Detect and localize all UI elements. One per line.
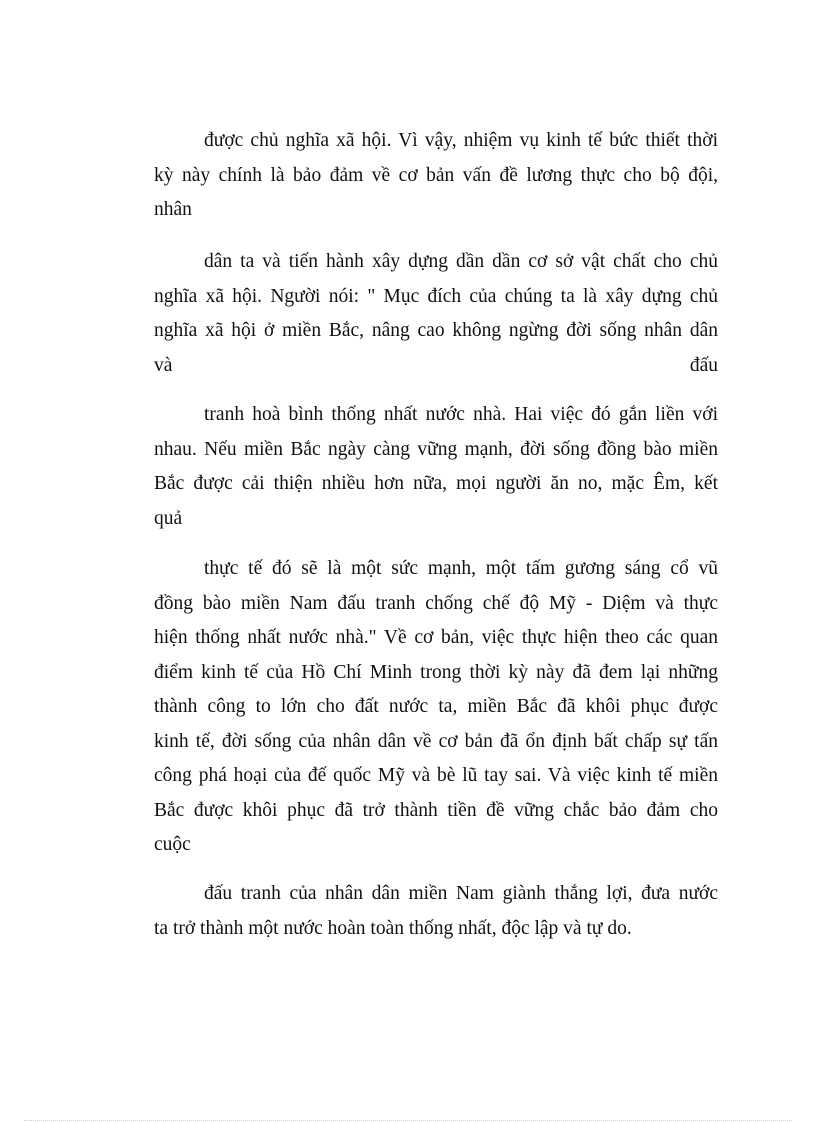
text-line: tranh hoà bình thống nhất nước nhà. Hai việc đó gắn liền với [204,404,718,425]
text-line: và đấu [154,354,718,376]
text-line: quả [154,507,183,529]
paragraph-5 [154,877,718,946]
text-line: ta trở thành một nước hoàn toàn thống nhất, độc lập và tự do. [154,917,632,939]
paragraph-1 [154,124,718,228]
text-line: Bắc được cải thiện nhiều hơn nữa, mọi người ăn no, mặc Êm, kết [154,473,718,494]
text-line: điểm kinh tế của Hồ Chí Minh trong thời kỳ này đã đem lại những [154,661,718,683]
text-line: nhau. Nếu miền Bắc ngày càng vững mạnh, đời sống đồng bào miền [154,438,718,460]
page-bottom-divider [24,1120,792,1121]
text-line: dân ta và tiến hành xây dựng dần dần cơ sở vật chất cho chủ [204,251,718,272]
text-line: thành công to lớn cho đất nước ta, miền Bắc đã khôi phục được [154,696,718,717]
text-line: cuộc [154,834,191,855]
text-line: nghĩa xã hội. Người nói: " Mục đích của chúng ta là xây dựng chủ [154,285,718,307]
text-line: nghĩa xã hội ở miền Bắc, nâng cao không ngừng đời sống nhân dân [154,320,718,341]
text-line: kỳ này chính là bảo đảm về cơ bản vấn đề lương thực cho bộ đội, [154,164,718,186]
text-line: Bắc được khôi phục đã trở thành tiền đề vững chắc bảo đảm cho [154,799,718,821]
text-line: hiện thống nhất nước nhà." Về cơ bản, việc thực hiện theo các quan [154,627,718,648]
text-line: nhân [154,199,192,220]
paragraph-4 [154,552,718,863]
text-line: công phá hoại của đế quốc Mỹ và bè lũ tay sai. Và việc kinh tế miền [154,765,718,786]
text-line: được chủ nghĩa xã hội. Vì vậy, nhiệm vụ kinh tế bức thiết thời [204,130,718,151]
paragraph-3 [154,398,718,536]
text-line: đấu tranh của nhân dân miền Nam giành thắng lợi, đưa nước [204,883,718,904]
text-line: thực tế đó sẽ là một sức mạnh, một tấm gương sáng cổ vũ [204,558,718,579]
text-line: đồng bào miền Nam đấu tranh chống chế độ Mỹ - Diệm và thực [154,592,718,614]
paragraph-2 [154,245,718,383]
text-line: kinh tế, đời sống của nhân dân về cơ bản đã ổn định bất chấp sự tấn [154,730,718,752]
